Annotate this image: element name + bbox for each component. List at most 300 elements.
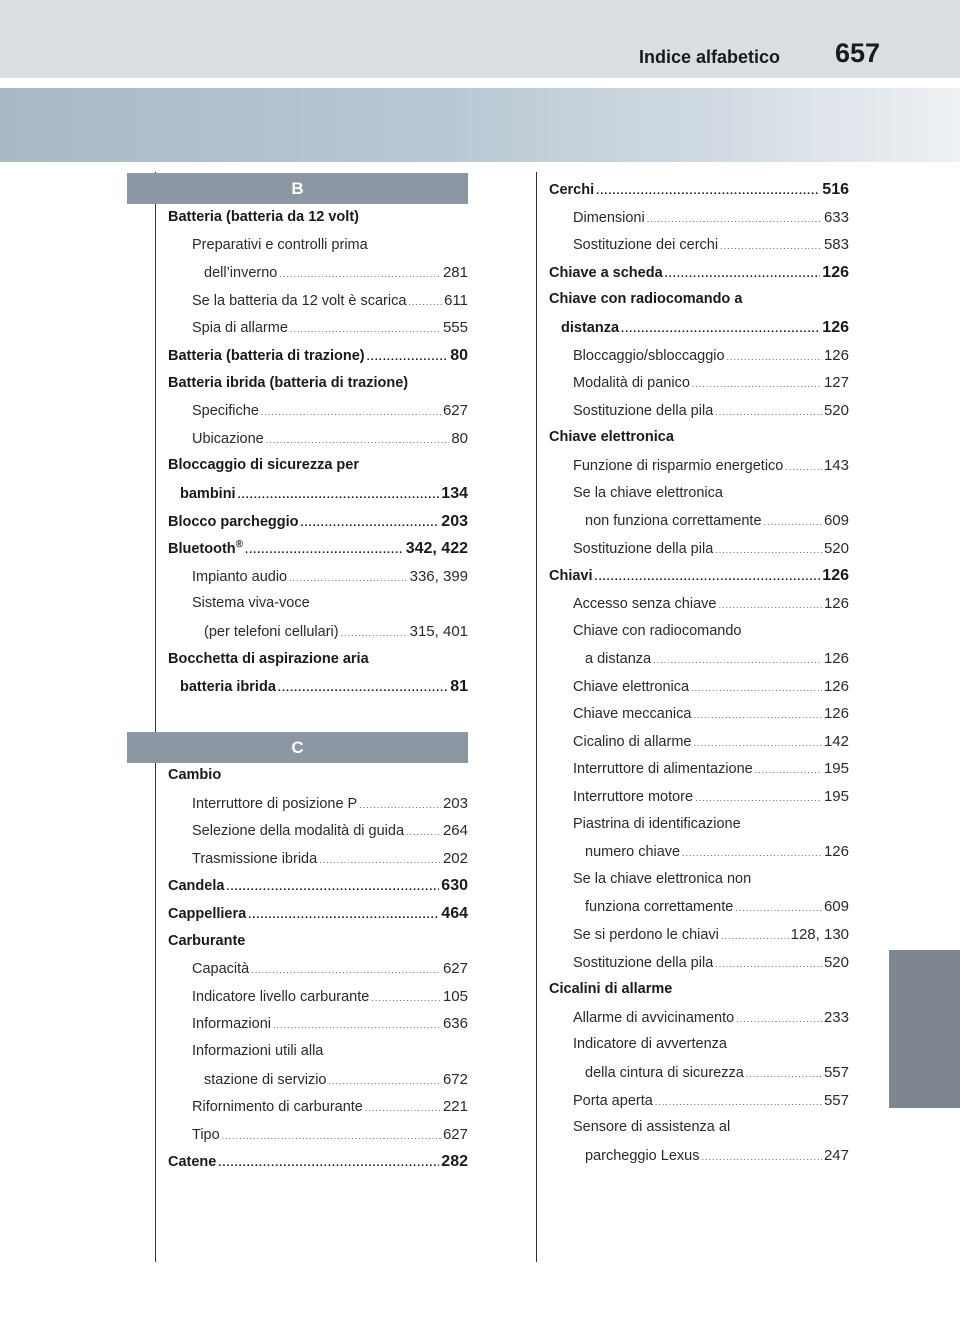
entry-text: [192, 398, 259, 426]
dot-leader: [647, 206, 822, 234]
entry-text: [573, 811, 741, 839]
entry-page-ref: 126: [822, 263, 849, 281]
entry-text: [573, 232, 718, 260]
section-letter: B: [291, 178, 304, 198]
entry-page-ref: 127: [823, 374, 849, 392]
entry-label: Tipo: [192, 1126, 220, 1143]
entry-text: [573, 950, 713, 978]
entry-text: [192, 984, 369, 1012]
entry-page-ref: 80: [451, 429, 468, 447]
entry-page-ref: 126: [823, 346, 849, 364]
entry-text: [573, 1005, 734, 1033]
entry-label: Chiave con radiocomando a: [549, 291, 743, 308]
entry-label: Bocchetta di aspirazione aria: [168, 650, 369, 667]
entry-text: [192, 564, 287, 592]
entry-label: Batteria ibrida (batteria di trazione): [168, 374, 409, 391]
index-entry: [168, 535, 468, 563]
dot-leader: [371, 985, 441, 1013]
index-entry: [549, 176, 849, 204]
entry-text: [573, 370, 690, 398]
dot-leader: [238, 482, 440, 510]
dot-leader: [319, 847, 441, 875]
index-entry: [549, 204, 849, 232]
entry-label: Indicatore livello carburante: [192, 988, 370, 1005]
entry-text: [585, 894, 733, 922]
entry-page-ref: 557: [823, 1064, 849, 1081]
index-entry: [549, 893, 849, 921]
section-letter: C: [291, 737, 304, 757]
dot-leader: [406, 819, 441, 847]
dot-leader: [715, 951, 822, 979]
entry-label: Se la chiave elettronica: [573, 484, 723, 501]
entry-page-ref: 557: [823, 1091, 849, 1109]
entry-text: [192, 315, 288, 343]
entry-text: [204, 260, 277, 288]
index-entry: [549, 838, 849, 866]
dot-leader: [735, 895, 822, 923]
index-entry: [549, 1059, 849, 1087]
entry-text: [549, 976, 672, 1004]
index-entry: [549, 314, 849, 342]
section-header-c: [127, 732, 468, 763]
entry-superscript: ®: [235, 539, 244, 551]
entry-text: [549, 563, 593, 591]
entry-text: [168, 452, 359, 480]
entry-text: [585, 1143, 699, 1171]
index-entry: [549, 397, 849, 425]
index-entry: [549, 1087, 849, 1115]
entry-label: Trasmissione ibrida: [192, 850, 318, 867]
index-entry: [168, 314, 468, 342]
entry-page-ref: 81: [450, 678, 468, 696]
dot-leader: [279, 261, 441, 289]
index-entry: [168, 397, 468, 425]
entry-page-ref: 126: [822, 567, 849, 585]
entry-page-ref: 672: [442, 1070, 468, 1088]
dot-leader: [329, 1068, 441, 1096]
page-title: Indice alfabetico: [638, 47, 780, 67]
index-entry: [549, 342, 849, 370]
entry-label: Chiave elettronica: [573, 678, 690, 695]
entry-text: [585, 646, 651, 674]
entry-page-ref: 126: [823, 843, 849, 861]
index-entry: [549, 286, 849, 314]
entry-label: Ubicazione: [192, 430, 264, 447]
entry-text: [168, 873, 224, 901]
entry-label: Chiavi: [549, 568, 593, 585]
index-list-c: [168, 762, 468, 1176]
entry-text: [168, 928, 245, 956]
index-entry: [168, 425, 468, 453]
index-entry: [168, 872, 468, 900]
entry-page-ref: 627: [442, 402, 468, 420]
entry-page-ref: 609: [823, 512, 849, 530]
dot-leader: [720, 233, 822, 261]
right-column-rule: [536, 172, 537, 1262]
dot-leader: [261, 399, 441, 427]
index-entry: [168, 1038, 468, 1066]
index-entry: [168, 673, 468, 701]
entry-label: Cicalino di allarme: [573, 733, 692, 750]
dot-leader: [222, 1123, 441, 1151]
index-entry: [549, 1142, 849, 1170]
entry-label: Indicatore di avvertenza: [573, 1036, 727, 1053]
entry-label: della cintura di sicurezza: [585, 1065, 744, 1081]
entry-label: distanza: [561, 319, 620, 336]
index-entry: [168, 955, 468, 983]
index-entry: [168, 204, 468, 232]
entry-page-ref: 264: [442, 822, 468, 840]
index-entry: [549, 424, 849, 452]
index-entry: [168, 287, 468, 315]
entry-label: Interruttore di posizione P: [192, 795, 358, 812]
index-entry: [549, 673, 849, 701]
entry-text: [192, 1038, 323, 1066]
index-entry: [549, 700, 849, 728]
entry-text: [573, 701, 691, 729]
entry-page-ref: 555: [442, 319, 468, 337]
index-entry: [549, 645, 849, 673]
entry-page-ref: 143: [823, 456, 849, 474]
entry-label: Chiave elettronica: [549, 429, 674, 446]
dot-leader: [721, 923, 789, 951]
dot-leader: [746, 1061, 822, 1089]
entry-label: a distanza: [585, 651, 652, 668]
index-list-right: [549, 176, 849, 1169]
entry-text: [573, 1031, 727, 1059]
entry-page-ref: 126: [822, 318, 849, 336]
index-entry: [168, 452, 468, 480]
entry-text: [192, 590, 310, 618]
index-entry: [549, 452, 849, 480]
dot-leader: [727, 344, 822, 372]
entry-page-ref: 126: [823, 594, 849, 612]
section-header-b: [127, 173, 468, 204]
dot-leader: [715, 399, 822, 427]
dot-leader: [718, 592, 822, 620]
index-list-b: [168, 204, 468, 701]
index-entry: [549, 535, 849, 563]
page-number: 657: [834, 38, 880, 68]
entry-label: Candela: [168, 878, 225, 895]
dot-leader: [655, 1089, 822, 1117]
entry-text: [573, 1088, 653, 1116]
entry-text: [168, 762, 221, 790]
entry-text: [573, 398, 713, 426]
left-column-rule: [155, 172, 156, 1262]
entry-label: Interruttore di alimentazione: [573, 761, 753, 778]
entry-label: dell’inverno: [204, 265, 278, 282]
index-entry: [549, 369, 849, 397]
index-entry: [549, 976, 849, 1004]
entry-page-ref: 80: [450, 346, 468, 364]
entry-text: [573, 784, 693, 812]
dot-leader: [365, 1095, 441, 1123]
index-entry: [549, 1114, 849, 1142]
entry-label: Capacità: [192, 961, 250, 978]
entry-label: Blocco parcheggio: [168, 513, 299, 530]
dot-leader: [653, 647, 822, 675]
entry-text: [168, 509, 299, 537]
index-entry: [168, 370, 468, 398]
entry-page-ref: 583: [823, 236, 849, 254]
dot-leader: [755, 757, 822, 785]
dot-leader: [621, 316, 820, 344]
dot-leader: [251, 957, 441, 985]
index-entry: [168, 1093, 468, 1121]
entry-label: Chiave meccanica: [573, 706, 692, 723]
dot-leader: [218, 1150, 439, 1178]
index-entry: [549, 590, 849, 618]
entry-label: Preparativi e controlli prima: [192, 236, 368, 253]
entry-text: [573, 674, 689, 702]
index-entry: [168, 646, 468, 674]
entry-text: [192, 232, 368, 260]
index-entry: [549, 921, 849, 949]
entry-label: Bloccaggio di sicurezza per: [168, 457, 359, 474]
entry-page-ref: 520: [823, 539, 849, 557]
entry-label: Se si perdono le chiavi: [573, 927, 719, 944]
entry-label: Sistema viva-voce: [192, 595, 310, 612]
entry-text: [585, 839, 680, 867]
entry-text: [549, 424, 674, 452]
entry-label: numero chiave: [585, 844, 681, 861]
entry-label: batteria ibrida: [180, 679, 276, 696]
entry-label: Carburante: [168, 932, 246, 949]
entry-page-ref: 627: [442, 960, 468, 978]
dot-leader: [408, 289, 442, 317]
entry-label: Sostituzione dei cerchi: [573, 237, 719, 254]
entry-page-ref: 609: [823, 898, 849, 916]
index-entry: [549, 728, 849, 756]
entry-label: Sostituzione della pila: [573, 954, 714, 971]
entry-page-ref: 221: [442, 1098, 468, 1116]
entry-text: [549, 260, 663, 288]
entry-label: Se la chiave elettronica non: [573, 870, 752, 887]
index-entry: [168, 1121, 468, 1149]
entry-page-ref: 315, 401: [409, 622, 468, 640]
entry-page-ref: 202: [442, 849, 468, 867]
entry-text: [573, 536, 713, 564]
index-entry: [168, 563, 468, 591]
dot-leader: [715, 537, 822, 565]
entry-page-ref: 627: [442, 1125, 468, 1143]
entry-text: [585, 508, 762, 536]
dot-leader: [693, 730, 822, 758]
entry-text: [192, 1122, 220, 1150]
entry-text: [573, 729, 691, 757]
entry-text: [204, 1067, 327, 1095]
entry-label: (per telefoni cellulari): [204, 623, 339, 640]
index-entry: [549, 783, 849, 811]
dot-leader: [273, 1012, 441, 1040]
entry-page-ref: 516: [822, 181, 849, 198]
entry-label: Chiave con radiocomando: [573, 622, 742, 639]
entry-label: Piastrina di identificazione: [573, 815, 741, 832]
entry-text: [573, 480, 723, 508]
index-entry: [168, 900, 468, 928]
entry-label: Informazioni utili alla: [192, 1042, 324, 1059]
dot-leader: [785, 454, 822, 482]
entry-text: [168, 1149, 216, 1177]
entry-page-ref: 142: [823, 732, 849, 750]
entry-text: [192, 791, 357, 819]
dot-leader: [701, 1144, 821, 1172]
index-entry: [549, 259, 849, 287]
entry-page-ref: 203: [442, 794, 468, 812]
entry-text: [192, 288, 406, 316]
dot-leader: [764, 509, 822, 537]
entry-label: Allarme di avvicinamento: [573, 1009, 735, 1026]
entry-text: [585, 1060, 744, 1088]
entry-page-ref: 633: [823, 208, 849, 226]
entry-text: [573, 922, 719, 950]
dot-leader: [301, 510, 440, 538]
entry-label: Rifornimento di carburante: [192, 1099, 363, 1116]
entry-page-ref: 247: [823, 1146, 849, 1164]
entry-label: funziona correttamente: [585, 899, 734, 916]
index-entry: [168, 928, 468, 956]
entry-page-ref: 336, 399: [409, 567, 468, 585]
index-entry: [549, 755, 849, 783]
entry-label: Sensore di assistenza al: [573, 1119, 731, 1136]
entry-text: [204, 619, 339, 647]
index-entry: [549, 1004, 849, 1032]
dot-leader: [341, 620, 408, 648]
index-entry: [168, 480, 468, 508]
dot-leader: [736, 1006, 822, 1034]
entry-text: [549, 286, 742, 314]
index-entry: [168, 790, 468, 818]
index-entry: [549, 480, 849, 508]
dot-leader: [665, 261, 821, 289]
entry-page-ref: 520: [823, 401, 849, 419]
entry-text: [549, 177, 594, 205]
dot-leader: [692, 371, 822, 399]
entry-label: parcheggio Lexus: [585, 1147, 700, 1164]
index-entry: [168, 1066, 468, 1094]
entry-text: [573, 343, 725, 371]
entry-label: Cicalini di allarme: [549, 981, 673, 998]
entry-label: Chiave a scheda: [549, 264, 663, 281]
entry-label: Dimensioni: [573, 209, 645, 226]
entry-label: Bluetooth: [168, 541, 236, 558]
entry-text: [573, 618, 741, 646]
entry-label: stazione di servizio: [204, 1071, 327, 1088]
dot-leader: [595, 564, 821, 592]
entry-label: Cappelliera: [168, 905, 247, 922]
entry-text: [192, 818, 404, 846]
entry-label: Selezione della modalità di guida: [192, 823, 405, 840]
entry-label: bambini: [180, 485, 236, 502]
entry-page-ref: 105: [442, 987, 468, 1005]
entry-label: Porta aperta: [573, 1092, 653, 1109]
entry-page-ref: 520: [823, 953, 849, 971]
entry-text: [168, 536, 243, 564]
entry-page-ref: 126: [823, 650, 849, 668]
entry-label: Bloccaggio/sbloccaggio: [573, 347, 725, 364]
entry-label: Modalità di panico: [573, 375, 690, 392]
dot-leader: [245, 537, 404, 565]
entry-text: [168, 646, 369, 674]
dot-leader: [691, 675, 822, 703]
entry-label: Batteria (batteria da 12 volt): [168, 209, 359, 225]
index-entry: [549, 949, 849, 977]
dot-leader: [359, 792, 441, 820]
index-entry: [168, 590, 468, 618]
entry-text: [573, 453, 783, 481]
dot-leader: [682, 840, 822, 868]
dot-leader: [367, 344, 449, 372]
index-entry: [549, 618, 849, 646]
dot-leader: [695, 785, 822, 813]
index-entry: [549, 507, 849, 535]
index-entry: [549, 562, 849, 590]
entry-text: [573, 1114, 730, 1142]
index-entry: [168, 618, 468, 646]
entry-label: Spia di allarme: [192, 320, 288, 337]
entry-text: [168, 370, 408, 398]
entry-text: [561, 315, 619, 343]
index-entry: [549, 811, 849, 839]
index-entry: [168, 845, 468, 873]
entry-page-ref: 281: [442, 264, 468, 282]
entry-text: [573, 591, 716, 619]
entry-text: [168, 901, 246, 929]
entry-label: Impianto audio: [192, 568, 288, 585]
entry-page-ref: 233: [823, 1008, 849, 1026]
index-entry: [549, 1031, 849, 1059]
entry-text: [192, 1094, 363, 1122]
dot-leader: [278, 675, 448, 703]
index-entry: [168, 342, 468, 370]
entry-label: Sostituzione della pila: [573, 402, 714, 419]
dot-leader: [289, 565, 407, 593]
index-entry: [168, 1010, 468, 1038]
entry-page-ref: 126: [823, 705, 849, 723]
entry-page-ref: 464: [441, 904, 468, 922]
entry-page-ref: 126: [823, 677, 849, 695]
index-entry: [168, 508, 468, 536]
entry-text: [573, 866, 751, 894]
entry-label: Sostituzione della pila: [573, 540, 714, 557]
entry-text: [180, 481, 236, 509]
dot-leader: [226, 874, 439, 902]
dot-leader: [290, 316, 441, 344]
entry-text: [573, 756, 753, 784]
entry-text: [192, 956, 249, 984]
entry-label: Informazioni: [192, 1016, 271, 1033]
entry-page-ref: 195: [823, 788, 849, 806]
dot-leader: [596, 178, 820, 206]
dot-leader: [266, 427, 450, 455]
entry-page-ref: 195: [823, 760, 849, 778]
entry-label: Se la batteria da 12 volt è scarica: [192, 292, 407, 309]
entry-label: Batteria (batteria di trazione): [168, 347, 365, 364]
header-bar: [0, 0, 960, 78]
entry-page-ref: 203: [441, 512, 468, 530]
index-entry: [549, 231, 849, 259]
index-entry: [549, 866, 849, 894]
entry-label: non funziona correttamente: [585, 513, 762, 530]
index-entry: [168, 983, 468, 1011]
entry-text: [168, 204, 359, 232]
entry-label: Funzione di risparmio energetico: [573, 457, 784, 474]
entry-text: [192, 426, 264, 454]
entry-page-ref: 282: [441, 1153, 468, 1171]
entry-text: [192, 1011, 271, 1039]
entry-page-ref: 134: [441, 484, 468, 502]
